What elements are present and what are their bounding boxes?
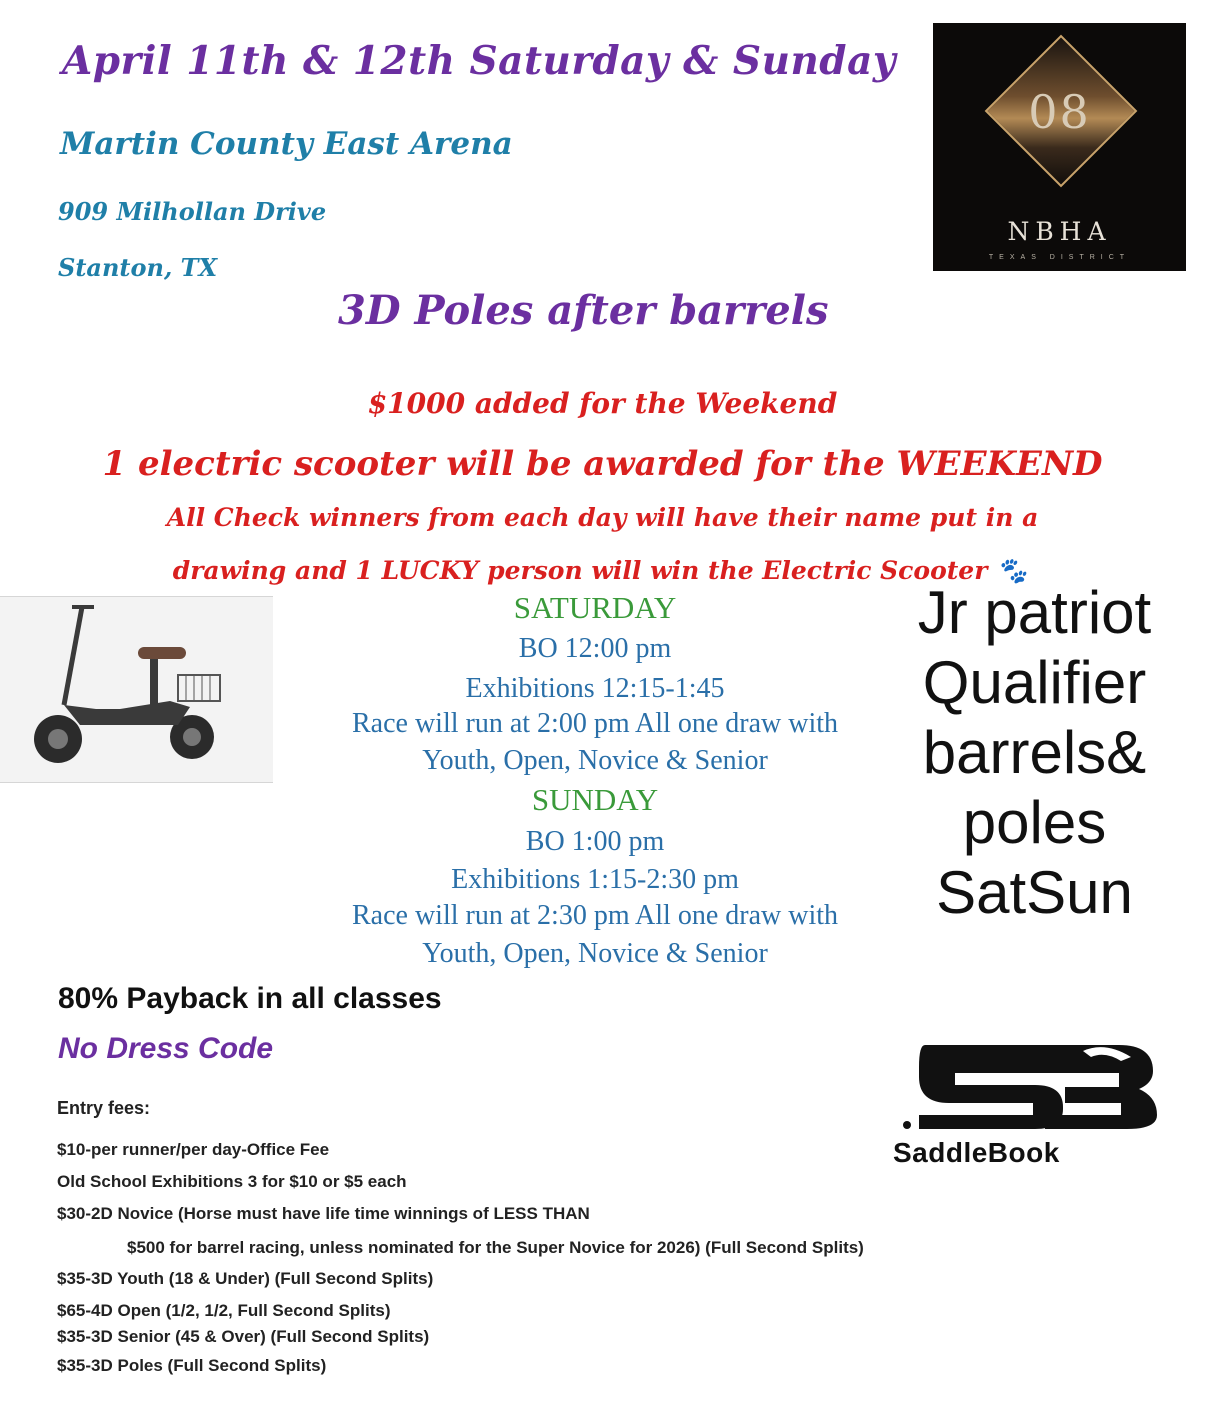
dress-code-note: No Dress Code — [58, 1032, 274, 1065]
fee-item: $65-4D Open (1/2, 1/2, Full Second Splits) — [57, 1301, 391, 1320]
fee-item: $30-2D Novice (Horse must have life time winnings of LESS THAN — [57, 1204, 590, 1223]
sunday-bo: BO 1:00 pm — [525, 826, 665, 857]
saturday-bo: BO 12:00 pm — [518, 633, 672, 664]
qualifier-line: barrels& — [922, 719, 1147, 786]
fee-item: Old School Exhibitions 3 for $10 or $5 each — [57, 1172, 407, 1191]
arena-name: Martin County East Arena — [60, 126, 513, 162]
poles-note: 3D Poles after barrels — [338, 287, 829, 334]
sunday-heading: SUNDAY — [531, 782, 659, 817]
qualifier-notice — [862, 578, 1205, 928]
event-dates: April 11th & 12th Saturday & Sunday — [62, 38, 897, 84]
qualifier-line: Qualifier — [922, 649, 1147, 716]
qualifier-line: poles — [962, 789, 1107, 856]
saddlebook-wordmark: SaddleBook — [893, 1137, 1060, 1168]
drawing-line-2: drawing and 1 LUCKY person will win the Electric Scooter 🐾 — [172, 556, 1028, 585]
saturday-heading: SATURDAY — [513, 590, 677, 625]
arena-address: 909 Milhollan Drive — [58, 197, 327, 226]
district-number: 08 — [1028, 85, 1091, 139]
fee-item: $10-per runner/per day-Office Fee — [57, 1140, 330, 1159]
drawing-line-1: All Check winners from each day will have their name put in a — [166, 503, 1039, 532]
nbha-logo — [933, 23, 1186, 271]
fee-item: $35-3D Poles (Full Second Splits) — [57, 1356, 327, 1375]
payback-note: 80% Payback in all classes — [58, 982, 442, 1015]
saturday-classes: Youth, Open, Novice & Senior — [422, 745, 768, 776]
saturday-race: Race will run at 2:00 pm All one draw with — [351, 708, 839, 739]
electric-scooter-icon — [0, 597, 273, 782]
fee-item: $35-3D Youth (18 & Under) (Full Second Splits) — [57, 1269, 434, 1288]
sunday-classes: Youth, Open, Novice & Senior — [422, 938, 768, 969]
arena-city: Stanton, TX — [58, 253, 218, 282]
logo-org: NBHA — [1007, 217, 1112, 246]
qualifier-line: Jr patriot — [917, 579, 1152, 646]
added-money: $1000 added for the Weekend — [367, 387, 838, 420]
sunday-race: Race will run at 2:30 pm All one draw with — [351, 900, 839, 931]
entry-fees-heading: Entry fees: — [57, 1098, 151, 1118]
fee-item: $35-3D Senior (45 & Over) (Full Second Splits) — [57, 1327, 430, 1346]
logo-subtitle: TEXAS DISTRICT — [988, 254, 1131, 261]
scooter-award: 1 electric scooter will be awarded for the WEEKEND — [102, 444, 1103, 484]
saturday-exhibitions: Exhibitions 12:15-1:45 — [465, 673, 725, 704]
fee-item: $500 for barrel racing, unless nominated for the Super Novice for 2026) (Full Second Splits) — [127, 1238, 864, 1257]
sunday-exhibitions: Exhibitions 1:15-2:30 pm — [451, 864, 739, 895]
qualifier-line: SatSun — [936, 859, 1133, 926]
scooter-photo — [0, 596, 273, 783]
